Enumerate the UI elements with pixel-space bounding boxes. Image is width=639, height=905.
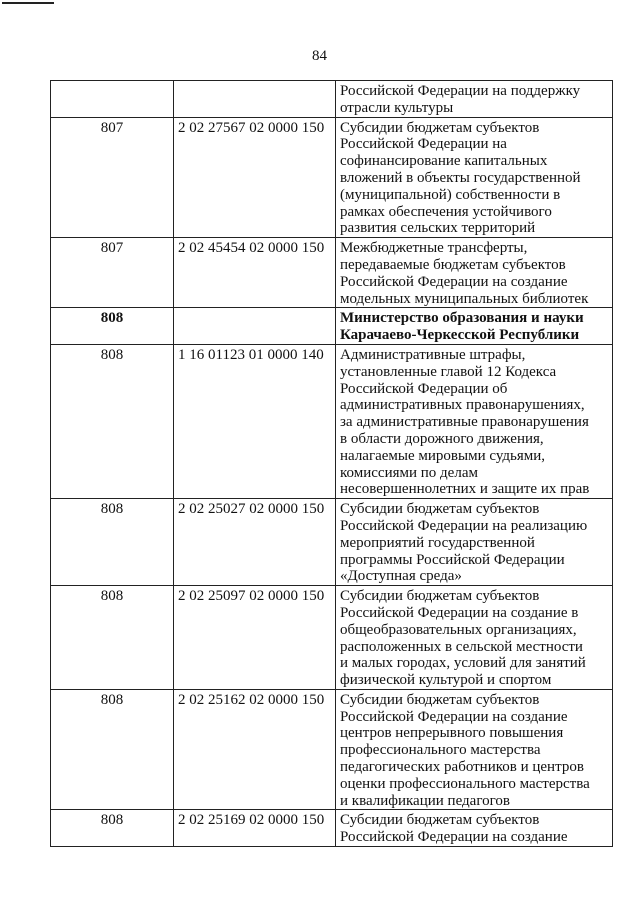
revenue-name-line: отрасли культуры bbox=[340, 99, 454, 116]
revenue-name-cell bbox=[336, 81, 613, 118]
revenue-name-line: оценки профессионального мастерства bbox=[340, 775, 590, 792]
revenue-name-line: и малых городах, условий для занятий bbox=[340, 655, 586, 672]
revenue-name-line: Российской Федерации на поддержку bbox=[340, 83, 581, 99]
revenue-name-line: программы Российской Федерации bbox=[340, 551, 565, 568]
revenue-name-line: Субсидии бюджетам субъектов bbox=[340, 588, 540, 605]
revenue-name-line: налагаемые мировыми судьями, bbox=[340, 447, 546, 464]
revenue-name-line: педагогических работников и центров bbox=[340, 759, 584, 776]
revenue-name-line: Российской Федерации на создание bbox=[340, 708, 568, 725]
table-row bbox=[51, 810, 613, 847]
revenue-name-line: софинансирование капитальных bbox=[340, 153, 548, 170]
revenue-name-line: развития сельских территорий bbox=[340, 220, 536, 237]
revenue-name-line: Российской Федерации на реализацию bbox=[340, 517, 588, 534]
revenue-name-line: Российской Федерации на создание bbox=[340, 829, 568, 846]
revenue-name-cell bbox=[336, 499, 613, 586]
corner-rule bbox=[2, 2, 54, 4]
budget-classification-code-cell bbox=[174, 308, 336, 345]
admin-code-cell: 808 bbox=[51, 586, 174, 690]
admin-code-cell: 808 bbox=[51, 689, 174, 810]
revenue-name-cell bbox=[336, 586, 613, 690]
revenue-name-line: Субсидии бюджетам субъектов bbox=[340, 812, 540, 829]
admin-code-cell bbox=[51, 81, 174, 118]
revenue-name-line: Межбюджетные трансферты, bbox=[340, 240, 528, 257]
admin-code-cell: 808 bbox=[51, 308, 174, 345]
revenue-name-cell bbox=[336, 344, 613, 498]
table-row bbox=[51, 586, 613, 690]
revenue-name-line: Субсидии бюджетам субъектов bbox=[340, 691, 540, 708]
table-row bbox=[51, 344, 613, 498]
revenue-name-cell bbox=[336, 308, 613, 345]
table-row bbox=[51, 238, 613, 308]
table-row bbox=[51, 499, 613, 586]
revenue-name-line: Российской Федерации на создание bbox=[340, 273, 568, 290]
table-row bbox=[51, 81, 613, 118]
revenue-name-line: рамках обеспечения устойчивого bbox=[340, 203, 552, 220]
budget-classification-code-cell: 2 02 25027 02 0000 150 bbox=[174, 499, 336, 586]
revenue-name-cell bbox=[336, 810, 613, 847]
revenue-name-line: «Доступная среда» bbox=[340, 568, 462, 585]
revenue-name-line: в области дорожного движения, bbox=[340, 430, 544, 447]
budget-classification-code-cell: 2 02 25162 02 0000 150 bbox=[174, 689, 336, 810]
revenue-name-line: Карачаево-Черкесской Республики bbox=[340, 327, 580, 344]
revenue-name-line: и квалификации педагогов bbox=[340, 792, 510, 809]
revenue-name-line: вложений в объекты государственной bbox=[340, 169, 581, 186]
revenue-name-line: Российской Федерации об bbox=[340, 380, 508, 397]
revenue-name-line: мероприятий государственной bbox=[340, 534, 535, 551]
table-row bbox=[51, 689, 613, 810]
admin-code-cell: 808 bbox=[51, 810, 174, 847]
budget-classification-code-cell: 1 16 01123 01 0000 140 bbox=[174, 344, 336, 498]
page-number: 84 bbox=[312, 48, 327, 64]
budget-code-table bbox=[50, 80, 613, 847]
revenue-name-line: физической культурой и спортом bbox=[340, 672, 552, 689]
admin-code-cell: 808 bbox=[51, 344, 174, 498]
budget-classification-code-cell: 2 02 27567 02 0000 150 bbox=[174, 117, 336, 238]
revenue-name-line: расположенных в сельской местности bbox=[340, 638, 583, 655]
revenue-name-line: общеобразовательных организациях, bbox=[340, 621, 577, 638]
revenue-name-line: установленные главой 12 Кодекса bbox=[340, 363, 557, 380]
revenue-name-cell bbox=[336, 689, 613, 810]
revenue-name-line: Субсидии бюджетам субъектов bbox=[340, 501, 540, 518]
revenue-name-line: (муниципальной) собственности в bbox=[340, 186, 561, 203]
budget-classification-code-cell: 2 02 25169 02 0000 150 bbox=[174, 810, 336, 847]
revenue-name-line: Российской Федерации на создание в bbox=[340, 604, 579, 621]
budget-classification-code-cell: 2 02 45454 02 0000 150 bbox=[174, 238, 336, 308]
revenue-name-line: передаваемые бюджетам субъектов bbox=[340, 256, 566, 273]
revenue-name-line: модельных муниципальных библиотек bbox=[340, 290, 589, 307]
admin-code-cell: 807 bbox=[51, 117, 174, 238]
revenue-name-cell bbox=[336, 238, 613, 308]
budget-classification-code-cell: 2 02 25097 02 0000 150 bbox=[174, 586, 336, 690]
revenue-name-line: Административные штрафы, bbox=[340, 346, 526, 363]
revenue-name-line: Российской Федерации на bbox=[340, 136, 507, 153]
revenue-name-line: административных правонарушениях, bbox=[340, 397, 585, 414]
revenue-name-line: центров непрерывного повышения bbox=[340, 725, 564, 742]
budget-classification-code-cell bbox=[174, 81, 336, 118]
table-row bbox=[51, 117, 613, 238]
table-body bbox=[51, 81, 613, 847]
revenue-name-line: профессионального мастерства bbox=[340, 742, 541, 759]
admin-code-cell: 807 bbox=[51, 238, 174, 308]
revenue-name-line: комиссиями по делам bbox=[340, 464, 478, 481]
revenue-name-line: Министерство образования и науки bbox=[340, 310, 584, 327]
revenue-name-line: несовершеннолетних и защите их прав bbox=[340, 481, 590, 498]
admin-code-cell: 808 bbox=[51, 499, 174, 586]
revenue-name-cell bbox=[336, 117, 613, 238]
revenue-name-line: за административные правонарушения bbox=[340, 414, 589, 431]
revenue-name-line: Субсидии бюджетам субъектов bbox=[340, 119, 540, 136]
table-row bbox=[51, 308, 613, 345]
